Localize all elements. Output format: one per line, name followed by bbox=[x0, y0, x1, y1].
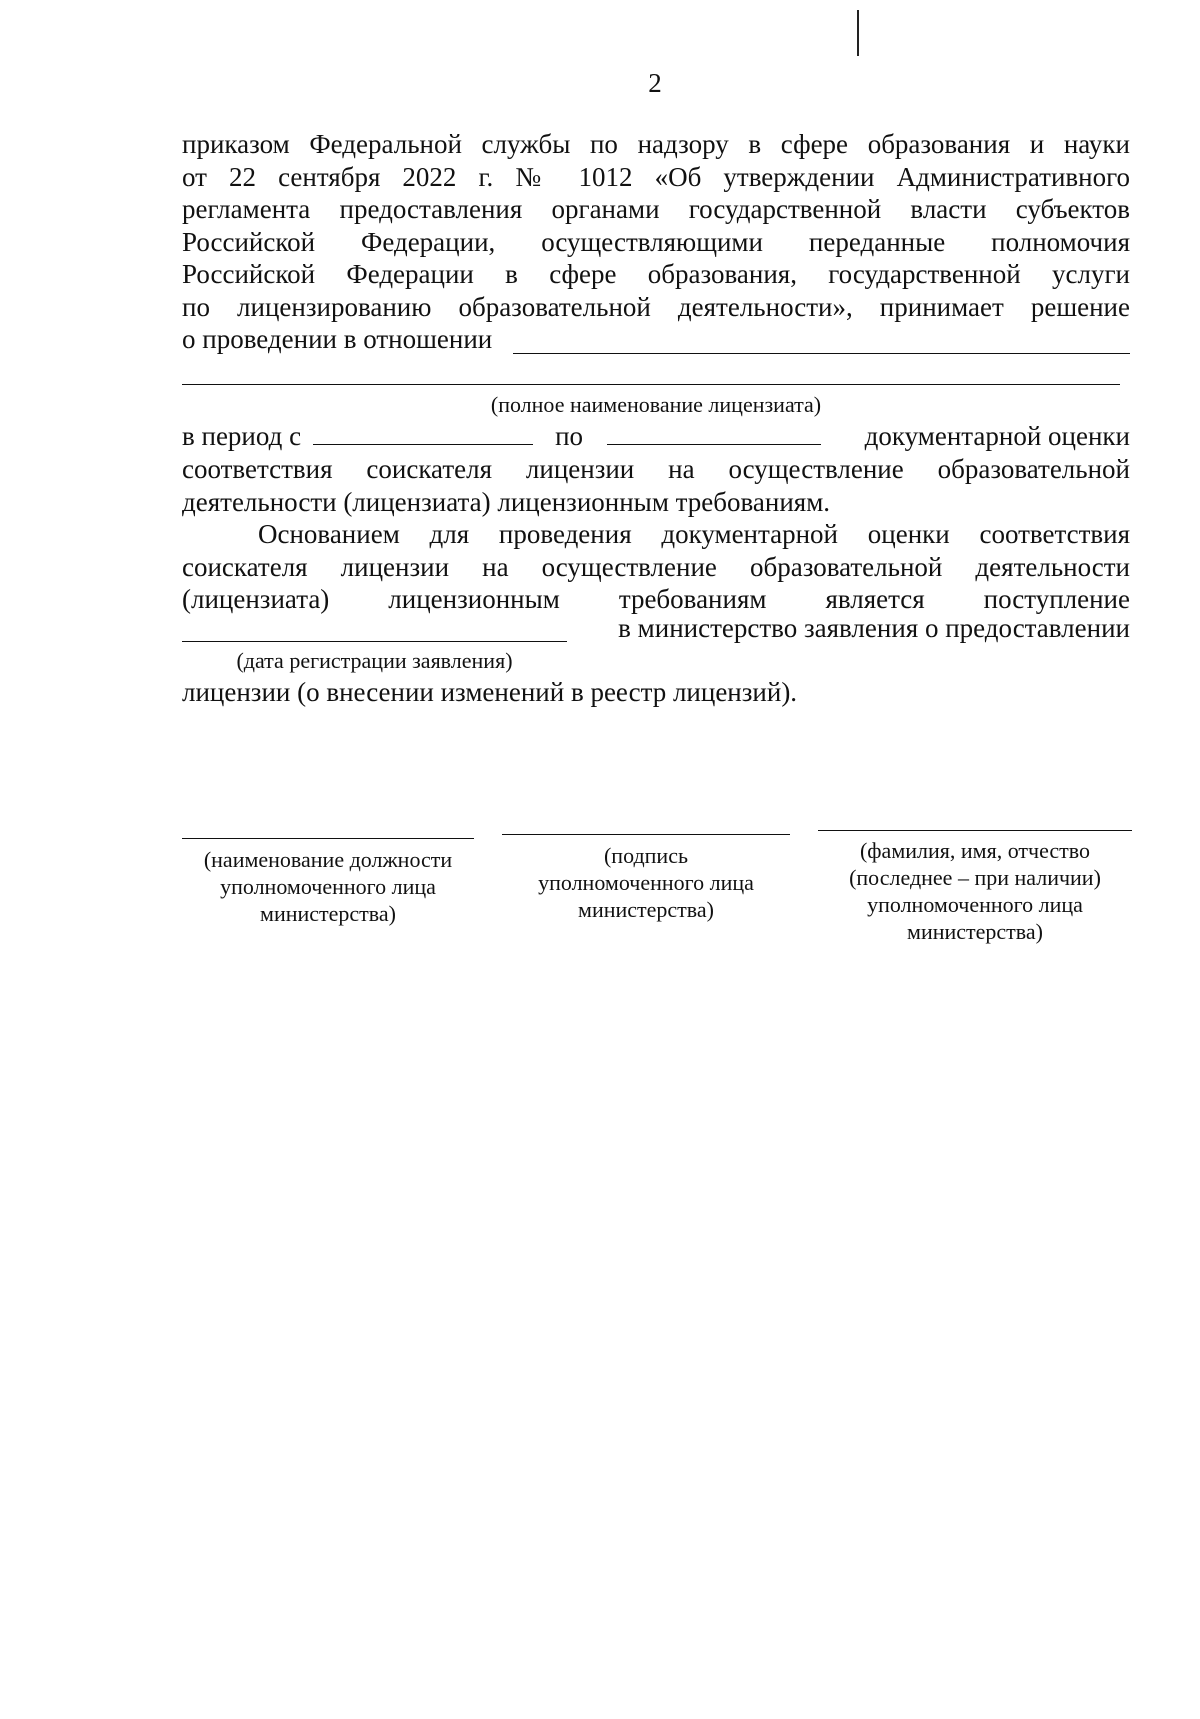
caption-line: уполномоченного лица bbox=[538, 870, 754, 895]
full-name-signature-line bbox=[818, 830, 1132, 831]
text-line: соответствия соискателя лицензии на осуществление образовательной bbox=[182, 454, 1130, 484]
text-line: о проведении в отношении bbox=[182, 324, 493, 354]
paragraph-assessment bbox=[182, 453, 1130, 518]
caption-line: министерства) bbox=[907, 919, 1043, 944]
scan-mark bbox=[857, 10, 859, 56]
period-suffix: документарной оценки bbox=[864, 421, 1130, 451]
text-line: Российской Федерации в сфере образования, государственной услуги bbox=[182, 259, 1130, 289]
text-line: деятельности (лицензиата) лицензионным требованиям. bbox=[182, 486, 831, 517]
caption-line: (фамилия, имя, отчество bbox=[859, 838, 1091, 863]
paragraph-grounds bbox=[182, 518, 1130, 616]
period-end-blank bbox=[607, 420, 821, 445]
period-start-blank bbox=[313, 420, 533, 445]
period-prefix: в период с bbox=[182, 421, 302, 451]
caption-line: (последнее – при наличии) bbox=[849, 865, 1101, 890]
application-date-blank bbox=[182, 641, 567, 642]
text-line: лицензии (о внесении изменений в реестр лицензий). bbox=[182, 677, 798, 707]
text-line: (лицензиата) лицензионным требованиям является поступление bbox=[182, 584, 1130, 614]
caption-line: министерства) bbox=[260, 901, 396, 926]
caption-line: уполномоченного лица bbox=[220, 874, 436, 899]
text-line: регламента предоставления органами государственной власти субъектов bbox=[182, 194, 1130, 224]
text-line: приказом Федеральной службы по надзору в сфере образования и науки bbox=[182, 129, 1130, 159]
paragraph-order-reference bbox=[182, 128, 1130, 356]
position-signature-line bbox=[182, 838, 474, 839]
caption-position bbox=[182, 846, 474, 927]
text-line: Основанием для проведения документарной оценки соответствия bbox=[258, 519, 1130, 549]
caption-line: уполномоченного лица bbox=[867, 892, 1083, 917]
signature-line bbox=[502, 834, 790, 835]
caption-application-date: (дата регистрации заявления) bbox=[236, 648, 513, 673]
caption-licensee-full-name: (полное наименование лицензиата) bbox=[490, 392, 822, 417]
text-line: от 22 сентября 2022 г. № 1012 «Об утверждении Административного bbox=[182, 161, 1130, 192]
period-middle: по bbox=[555, 421, 584, 451]
licensee-name-blank bbox=[513, 353, 1130, 354]
text-line: соискателя лицензии на осуществление образовательной деятельности bbox=[182, 551, 1130, 582]
caption-full-name bbox=[818, 837, 1132, 945]
caption-line: (подпись bbox=[603, 843, 688, 868]
licensee-name-blank-2 bbox=[182, 384, 1120, 385]
caption-signature bbox=[502, 842, 790, 923]
period-line bbox=[182, 420, 1130, 453]
caption-line: министерства) bbox=[578, 897, 714, 922]
caption-line: (наименование должности bbox=[203, 847, 453, 872]
page-number: 2 bbox=[648, 68, 662, 98]
text-line: Российской Федерации, осуществляющими переданные полномочия bbox=[182, 226, 1130, 257]
text-line: в министерство заявления о предоставлении bbox=[618, 613, 1130, 643]
text-line: по лицензированию образовательной деятельности», принимает решение bbox=[182, 291, 1130, 322]
